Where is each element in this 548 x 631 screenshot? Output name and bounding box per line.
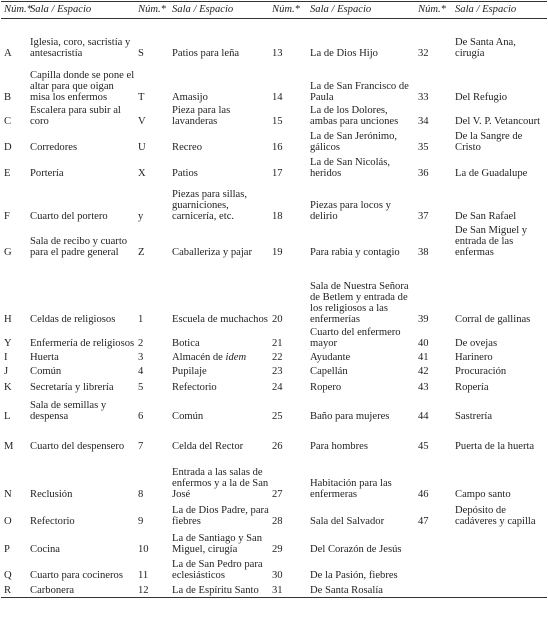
room-name: Capilla donde se pone el altar para que oigan misa los enfermos bbox=[30, 69, 135, 103]
room-name bbox=[452, 556, 547, 582]
room-number: 15 bbox=[272, 115, 283, 127]
room-number: 27 bbox=[272, 488, 283, 500]
room-number: H bbox=[4, 313, 12, 325]
room-name: De San Rafael bbox=[455, 210, 517, 222]
room-number: Y bbox=[4, 337, 12, 349]
room-name: Sala del Salvador bbox=[310, 515, 385, 527]
room-name: Ropería bbox=[455, 381, 489, 393]
room-name: Procuración bbox=[455, 365, 507, 377]
room-name: La de Dios Padre, para fiebres bbox=[172, 504, 269, 527]
room-number: V bbox=[138, 115, 146, 127]
room-number: 36 bbox=[418, 167, 429, 179]
room-name: Ayudante bbox=[310, 351, 351, 363]
room-number: 21 bbox=[272, 337, 283, 349]
room-number: 40 bbox=[418, 337, 429, 349]
room-number: 10 bbox=[138, 543, 149, 555]
table-row bbox=[1, 180, 547, 223]
room-name: Portería bbox=[30, 167, 64, 179]
room-name: Harinero bbox=[455, 351, 493, 363]
room-name: De San Miguel y entrada de las enfermas bbox=[455, 224, 528, 258]
room-number: 35 bbox=[418, 141, 429, 153]
room-name: Cocina bbox=[30, 543, 61, 555]
room-name: Amasijo bbox=[172, 91, 208, 103]
room-number: M bbox=[4, 440, 14, 452]
room-number bbox=[415, 582, 452, 598]
room-name: La de Guadalupe bbox=[455, 167, 528, 179]
table-row bbox=[1, 364, 547, 378]
room-name: Del Refugio bbox=[455, 91, 508, 103]
room-number: 4 bbox=[138, 365, 144, 377]
room-name: De ovejas bbox=[455, 337, 498, 349]
room-name: Iglesia, coro, sacristía y antesacristía bbox=[30, 36, 131, 59]
header-num: Núm.* bbox=[135, 2, 169, 19]
room-number: 11 bbox=[138, 569, 149, 581]
room-name: Refectorio bbox=[172, 381, 217, 393]
room-number: 46 bbox=[418, 488, 429, 500]
table-row bbox=[1, 128, 547, 154]
table-row bbox=[1, 423, 547, 453]
room-name: La de San Jerónimo, gálicos bbox=[310, 130, 398, 153]
room-name: Cuarto del despensero bbox=[30, 440, 125, 452]
room-number: 3 bbox=[138, 351, 144, 363]
room-name: Celdas de religiosos bbox=[30, 313, 116, 325]
room-number: 43 bbox=[418, 381, 429, 393]
header-row bbox=[1, 2, 547, 19]
room-number: S bbox=[138, 47, 144, 59]
room-number: T bbox=[138, 91, 145, 103]
room-number bbox=[415, 556, 452, 582]
room-name: Del V. P. Vetancourt bbox=[455, 115, 541, 127]
header-room: Sala / Espacio bbox=[307, 2, 415, 19]
room-number: 16 bbox=[272, 141, 283, 153]
table-row bbox=[1, 556, 547, 582]
header-num: Núm.* bbox=[415, 2, 452, 19]
room-name: Corredores bbox=[30, 141, 78, 153]
room-number: 42 bbox=[418, 365, 429, 377]
room-name: Escuela de muchachos bbox=[172, 313, 268, 325]
room-number: U bbox=[138, 141, 146, 153]
room-name: La de Santiago y San Miguel, cirugía bbox=[172, 532, 263, 555]
room-number: B bbox=[4, 91, 12, 103]
room-number: C bbox=[4, 115, 12, 127]
room-number: 13 bbox=[272, 47, 283, 59]
room-name: De Santa Rosalía bbox=[307, 582, 415, 598]
room-number bbox=[415, 528, 452, 556]
room-name: Patios para leña bbox=[172, 47, 240, 59]
room-number: 8 bbox=[138, 488, 144, 500]
room-number: J bbox=[4, 365, 9, 377]
room-number: 2 bbox=[138, 337, 144, 349]
room-number: 6 bbox=[138, 410, 144, 422]
room-number: D bbox=[4, 141, 12, 153]
table-row bbox=[1, 378, 547, 394]
room-number: 22 bbox=[272, 351, 283, 363]
table-body bbox=[1, 19, 547, 598]
room-number: Z bbox=[138, 246, 145, 258]
table-row bbox=[1, 154, 547, 180]
room-name: Común bbox=[172, 410, 204, 422]
room-number: 41 bbox=[418, 351, 429, 363]
room-number: X bbox=[138, 167, 146, 179]
table-row bbox=[1, 19, 547, 60]
room-number: Q bbox=[4, 569, 12, 581]
room-name: Sala de semillas y despensa bbox=[30, 399, 107, 422]
room-name: Entrada a las salas de enfermos y a la de San José bbox=[172, 466, 269, 500]
room-name: Depósito de cadáveres y capilla bbox=[455, 504, 536, 527]
room-number: 17 bbox=[272, 167, 283, 179]
table-row bbox=[1, 582, 547, 598]
room-name: Piezas para locos y delirio bbox=[310, 199, 391, 222]
room-number: y bbox=[138, 210, 144, 222]
room-name: De la Sangre de Cristo bbox=[455, 130, 523, 153]
room-name: La de San Nicolás, heridos bbox=[310, 156, 391, 179]
room-number: I bbox=[4, 351, 8, 363]
room-number: 12 bbox=[135, 582, 169, 598]
room-number: A bbox=[4, 47, 12, 59]
room-number: 28 bbox=[272, 515, 283, 527]
room-number: 25 bbox=[272, 410, 283, 422]
room-number: 32 bbox=[418, 47, 429, 59]
header-room: Sala / Espacio bbox=[169, 2, 269, 19]
table-row bbox=[1, 326, 547, 350]
room-name: Corral de gallinas bbox=[455, 313, 531, 325]
room-number: 20 bbox=[272, 313, 283, 325]
room-number: 14 bbox=[272, 91, 283, 103]
room-name: Sastrería bbox=[455, 410, 493, 422]
room-number: 44 bbox=[418, 410, 429, 422]
room-name: Secretaría y librería bbox=[30, 381, 114, 393]
table-row bbox=[1, 501, 547, 528]
room-name: La de San Pedro para eclesiásticos bbox=[172, 558, 263, 581]
room-name: De la Pasión, fiebres bbox=[310, 569, 398, 581]
room-name: Caballeriza y pajar bbox=[172, 246, 252, 258]
room-name: De Santa Ana, cirugía bbox=[455, 36, 516, 59]
room-number: 38 bbox=[418, 246, 429, 258]
room-number: 18 bbox=[272, 210, 283, 222]
room-name: Cuarto del portero bbox=[30, 210, 108, 222]
room-number: G bbox=[4, 246, 12, 258]
room-number: N bbox=[4, 488, 12, 500]
header-num: Núm.* bbox=[1, 2, 27, 19]
room-name: Pieza para las lavanderas bbox=[172, 104, 231, 127]
room-number: K bbox=[4, 381, 12, 393]
room-name: Para hombres bbox=[310, 440, 368, 452]
room-number: E bbox=[4, 167, 11, 179]
room-name: La de los Dolores, ambas para unciones bbox=[310, 104, 399, 127]
table-row bbox=[1, 350, 547, 364]
room-name: Habitación para las enfermeras bbox=[310, 477, 392, 500]
room-name: Del Corazón de Jesús bbox=[310, 543, 402, 555]
room-name: Huerta bbox=[30, 351, 59, 363]
room-name: Reclusión bbox=[30, 488, 73, 500]
room-name: Puerta de la huerta bbox=[455, 440, 535, 452]
table-row bbox=[1, 259, 547, 326]
room-number: 45 bbox=[418, 440, 429, 452]
room-number: 31 bbox=[269, 582, 307, 598]
room-number: P bbox=[4, 543, 10, 555]
room-name: Recreo bbox=[172, 141, 202, 153]
room-number: O bbox=[4, 515, 12, 527]
room-name: Carbonera bbox=[27, 582, 135, 598]
room-name: Escalera para subir al coro bbox=[30, 104, 121, 127]
room-number: 33 bbox=[418, 91, 429, 103]
room-number: 23 bbox=[272, 365, 283, 377]
table-row bbox=[1, 528, 547, 556]
room-number: 24 bbox=[272, 381, 283, 393]
room-number: L bbox=[4, 410, 11, 422]
room-number: 47 bbox=[418, 515, 429, 527]
room-name: La de Espíritu Santo bbox=[169, 582, 269, 598]
room-number: 34 bbox=[418, 115, 429, 127]
header-num: Núm.* bbox=[269, 2, 307, 19]
room-name: Baño para mujeres bbox=[310, 410, 390, 422]
table-row bbox=[1, 453, 547, 501]
room-name: Pupilaje bbox=[172, 365, 207, 377]
room-name: Piezas para sillas, guarniciones, carnicería, etc. bbox=[172, 188, 248, 222]
room-number: 29 bbox=[272, 543, 283, 555]
room-number: 37 bbox=[418, 210, 429, 222]
room-name bbox=[452, 582, 547, 598]
room-number: R bbox=[1, 582, 27, 598]
room-name: Común bbox=[30, 365, 62, 377]
room-name: La de San Francisco de Paula bbox=[310, 80, 409, 103]
room-name: Campo santo bbox=[455, 488, 511, 500]
room-number: 30 bbox=[272, 569, 283, 581]
room-number: 1 bbox=[138, 313, 144, 325]
room-number: 19 bbox=[272, 246, 283, 258]
room-name: Botica bbox=[172, 337, 200, 349]
table-row bbox=[1, 104, 547, 128]
room-name: Enfermería de religiosos bbox=[30, 337, 135, 349]
room-name: Celda del Rector bbox=[172, 440, 244, 452]
room-name: La de Dios Hijo bbox=[310, 47, 378, 59]
table-row bbox=[1, 223, 547, 259]
room-name: Para rabia y contagio bbox=[310, 246, 400, 258]
room-name: Sala de recibo y cuarto para el padre general bbox=[30, 235, 128, 258]
room-number: 9 bbox=[138, 515, 144, 527]
room-number: F bbox=[4, 210, 10, 222]
header-room: Sala / Espacio bbox=[27, 2, 135, 19]
room-name: Patios bbox=[172, 167, 198, 179]
room-name: Sala de Nuestra Señora de Betlem y entrada de los religiosos a las enfermerías bbox=[310, 280, 409, 325]
room-number: 39 bbox=[418, 313, 429, 325]
room-number: 26 bbox=[272, 440, 283, 452]
room-number: 7 bbox=[138, 440, 144, 452]
table-row bbox=[1, 394, 547, 423]
room-name: Cuarto del enfermero mayor bbox=[310, 326, 401, 349]
room-name: Ropero bbox=[310, 381, 342, 393]
room-name: Cuarto para cocineros bbox=[30, 569, 123, 581]
room-name: Almacén de idem bbox=[172, 351, 247, 363]
rooms-table bbox=[1, 1, 547, 598]
room-name: Capellán bbox=[310, 365, 348, 377]
room-number: 5 bbox=[138, 381, 144, 393]
room-name bbox=[452, 528, 547, 556]
table-row bbox=[1, 60, 547, 104]
room-name: Refectorio bbox=[30, 515, 75, 527]
header-room: Sala / Espacio bbox=[452, 2, 547, 19]
